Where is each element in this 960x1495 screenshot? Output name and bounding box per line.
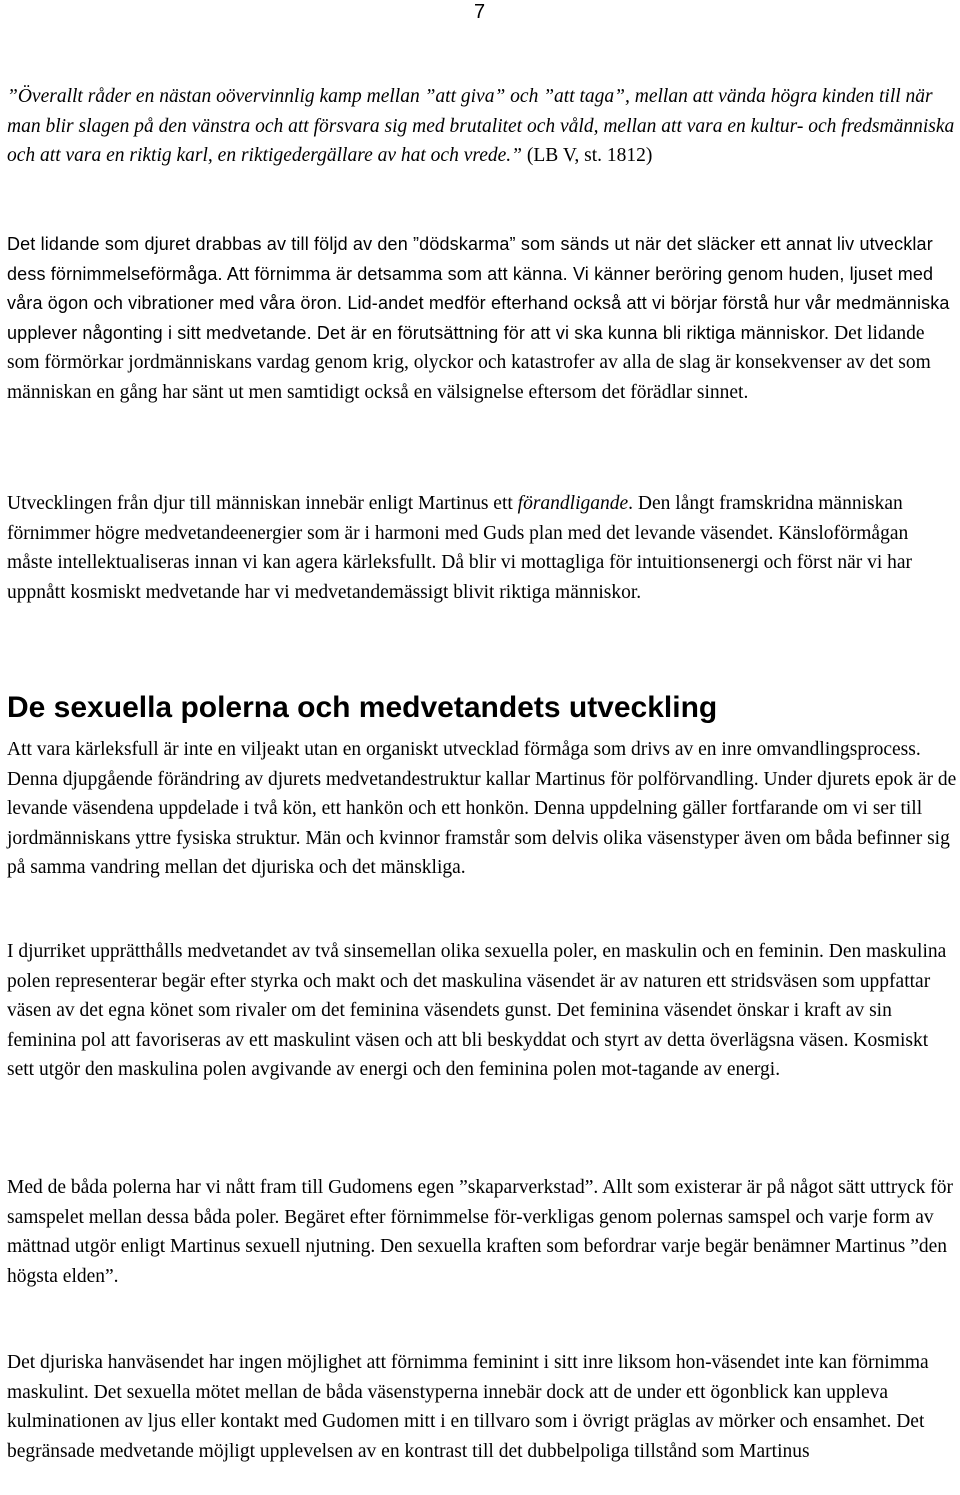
emphasis-forandligande: förandligande xyxy=(517,493,629,514)
quote-paragraph xyxy=(7,82,957,171)
martinus-quote: ”Överallt råder en nästan oövervinnlig kamp mellan ”att giva” och ”att taga”, mellan att vända högra kinden till när man blir slagen på den vänstra och att försvara sig med brutalitet och våld, mellan att vara en kultur- och fredsmänniska och att vara en riktig karl, en riktigedergällare av hat och vrede.” xyxy=(7,86,955,166)
section-heading: De sexuella polerna och medvetandets utveckling xyxy=(7,691,718,724)
paragraph-development-b: . Den långt framskridna människan förnimmer högre medvetandeenergier som är i harmoni med Guds plan med det levande väsendet. Känsloförmågan måste intellektualiseras innan vi kan agera kärleksfullt. Då blir vi mottagliga för intuitionsenergi och först när vi har uppnått kosmiskt medvetande har vi medvetandemässigt blivit riktiga människor. xyxy=(7,493,913,603)
paragraph-love: Att vara kärleksfull är inte en viljeakt utan en organiskt utvecklad förmåga som drivs av en inre omvandlingsprocess. Denna djupgående förändring av djurets medvetandestruktur kallar Martinus för polförvandling. Under djurets epok är de levande väsendena uppdelade i två kön, ett hankön och ett honkön. Denna uppdelning gäller fortfarande om vi ser till jordmänniskans yttre fysiska struktur. Män och kvinnor framstår som delvis olika väsenstyper även om båda befinner sig på samma vandring mellan det djuriska och det mänskliga. xyxy=(7,739,957,878)
paragraph-suffering xyxy=(7,230,957,407)
quote-citation: (LB V, st. 1812) xyxy=(522,145,653,166)
paragraph-suffering-sans: Det lidande som djuret drabbas av till följd av den ”dödskarma” som sänds ut när det släcker ett annat liv utvecklar dess förnimmelseförmåga. Att förnimma är detsamma som att känna. Vi känner beröring genom huden, ljuset med våra ögon och vibrationer med våra öron. Lid-andet medför efterhand också att vi börjar förstå hur vår medmänniska upplever någonting i sitt medvetande. Det är en förutsättning för att vi ska kunna bli riktiga människor. xyxy=(7,234,950,343)
paragraph-suffering-serif: Det lidande som förmörkar jordmänniskans vardag genom krig, olyckor och katastrofer av alla de slag är konsekvenser av det som människan en gång har sänt ut men samtidigt också en välsignelse eftersom det förädlar sinnet. xyxy=(7,322,931,403)
paragraph-animal-beings: Det djuriska hanväsendet har ingen möjlighet att förnimma feminint i sitt inre liksom hon-väsendet inte kan förnimma maskulint. Det sexuella mötet mellan de båda väsenstyperna innebär dock att de under ett ögonblick kan uppleva kulminationen av ljus eller kontakt med Gudomen mitt i en tillvaro som i övrigt präglas av mörker och ensamhet. Det begränsade medvetande möjligt upplevelsen av en kontrast till det dubbelpoliga tillstånd som Martinus xyxy=(7,1352,929,1462)
paragraph-poles: I djurriket upprätthålls medvetandet av två sinsemellan olika sexuella poler, en maskulin och en feminin. Den maskulina polen representerar begär efter styrka och makt och det maskulina väsendet är av naturen ett stridsväsen som uppfattar väsen av det egna könet som rivaler om det feminina väsendets gunst. Det feminina väsendet önskar i kraft av sin feminina pol att favoriseras av ett maskulint väsen och att bli beskyddat och styrt av detta överlägsna väsen. Kosmiskt sett utgör den maskulina polen avgivande av energi och den feminina polen mot-tagande av energi. xyxy=(7,941,947,1080)
paragraph-development xyxy=(7,489,957,607)
paragraph-development-a: Utvecklingen från djur till människan innebär enligt Martinus ett xyxy=(7,493,518,514)
page-number: 7 xyxy=(474,1,486,23)
paragraph-creation: Med de båda polerna har vi nått fram till Gudomens egen ”skaparverkstad”. Allt som existerar är på något sätt uttryck för samspelet mellan dessa båda poler. Begäret efter förnimmelse för-verkligas genom polernas samspel och varje form av mättnad utgör enligt Martinus sexuell njutning. Den sexuella kraften som befordrar varje begär benämner Martinus ”den högsta elden”. xyxy=(7,1177,953,1287)
